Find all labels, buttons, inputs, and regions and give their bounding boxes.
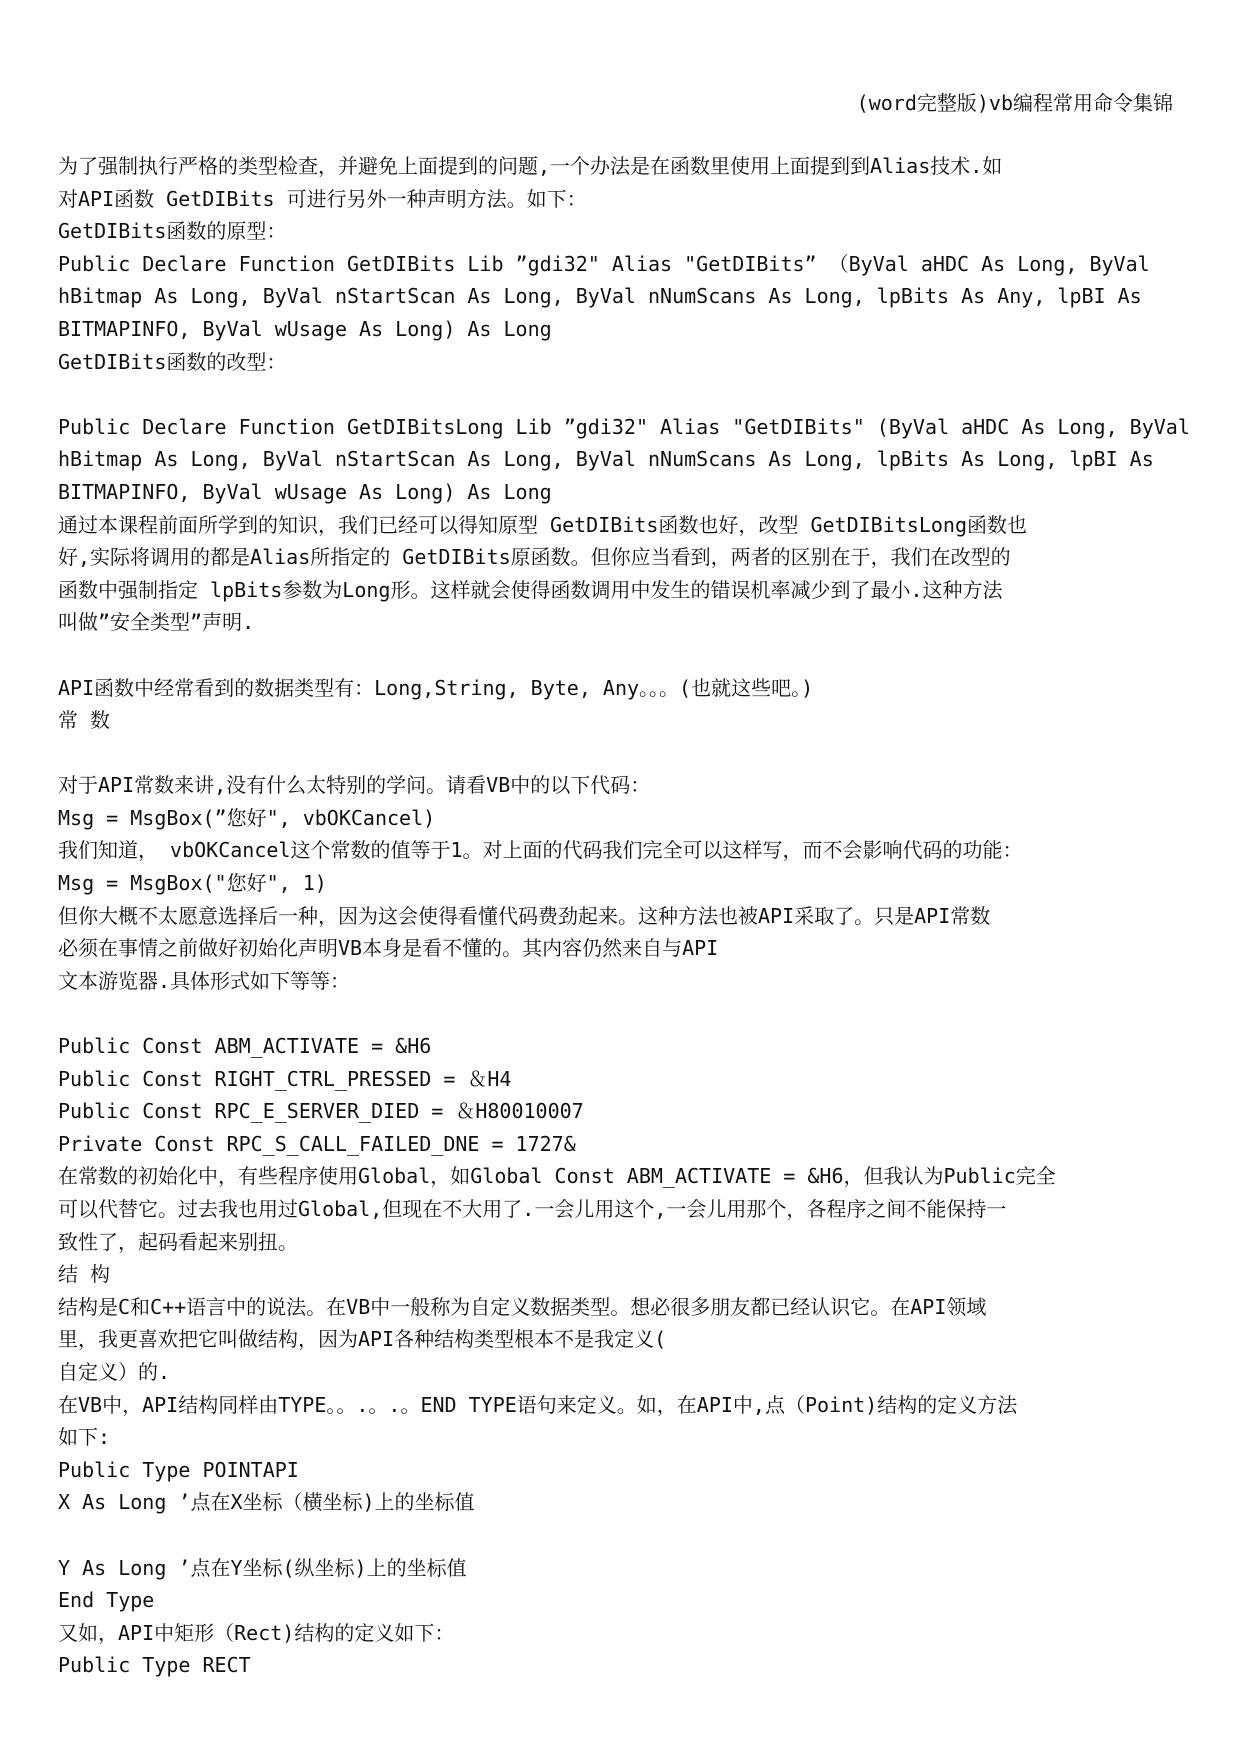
text-line: Msg = MsgBox("您好", 1) — [58, 871, 327, 896]
blank-line — [58, 997, 1188, 1030]
blank-line — [58, 639, 1188, 672]
text-line: 里，我更喜欢把它叫做结构，因为API各种结构类型根本不是我定义( — [58, 1327, 667, 1352]
text-line: 函数中强制指定 lpBits参数为Long形。这样就会使得函数调用中发生的错误机率减少到了最小.这种方法 — [58, 577, 1003, 602]
text-line: BITMAPINFO, ByVal wUsage As Long) As Long — [58, 479, 552, 504]
text-line: 结 构 — [58, 1262, 111, 1287]
text-line: hBitmap As Long, ByVal nStartScan As Long, ByVal nNumScans As Long, lpBits As Long, lpBI As — [58, 447, 1154, 472]
text-line: API函数中经常看到的数据类型有：Long,String, Byte, Any。。。(也就这些吧。) — [58, 675, 814, 700]
text-line: 对于API常数来讲,没有什么太特别的学问。请看VB中的以下代码： — [58, 773, 651, 798]
text-line: Public Type POINTAPI — [58, 1457, 299, 1482]
text-line: 对API函数 GetDIBits 可进行另外一种声明方法。如下： — [58, 186, 587, 211]
text-line: Public Const RPC_E_SERVER_DIED = ＆H80010007 — [58, 1099, 584, 1124]
text-line: End Type — [58, 1588, 155, 1613]
text-line: GetDIBits函数的原型： — [58, 219, 287, 244]
text-line: X As Long ’点在X坐标（横坐标)上的坐标值 — [58, 1490, 475, 1515]
text-line: 必须在事情之前做好初始化声明VB本身是看不懂的。其内容仍然来自与API — [58, 936, 719, 961]
text-line: 常 数 — [58, 708, 111, 733]
text-line: 致性了，起码看起来别扭。 — [58, 1229, 298, 1254]
text-line: Public Const ABM_ACTIVATE = &H6 — [58, 1034, 432, 1059]
text-line: hBitmap As Long, ByVal nStartScan As Long, ByVal nNumScans As Long, lpBits As Any, lpBI As — [58, 284, 1142, 309]
text-line: 如下: — [58, 1425, 111, 1450]
text-line: 结构是C和C++语言中的说法。在VB中一般称为自定义数据类型。想必很多朋友都已经认识它。在API领域 — [58, 1294, 987, 1319]
text-line: 我们知道， vbOKCancel这个常数的值等于1。对上面的代码我们完全可以这样写，而不会影响代码的功能： — [58, 838, 1023, 863]
text-line: 文本游览器.具体形式如下等等： — [58, 968, 351, 993]
text-line: Msg = MsgBox(”您好", vbOKCancel) — [58, 805, 436, 830]
text-line: 通过本课程前面所学到的知识，我们已经可以得知原型 GetDIBits函数也好，改型 GetDIBitsLong函数也 — [58, 512, 1027, 537]
text-line: 在常数的初始化中，有些程序使用Global，如Global Const ABM_ACTIVATE = &H6，但我认为Public完全 — [58, 1164, 1056, 1189]
text-line: 叫做”安全类型”声明. — [58, 610, 255, 635]
text-line: Y As Long ’点在Y坐标(纵坐标)上的坐标值 — [58, 1555, 467, 1580]
text-line: 自定义）的. — [58, 1359, 171, 1384]
text-line: Private Const RPC_S_CALL_FAILED_DNE = 1727& — [58, 1131, 576, 1156]
text-line: 可以代替它。过去我也用过Global,但现在不大用了.一会儿用这个,一会儿用那个，各程序之间不能保持一 — [58, 1197, 1007, 1221]
document-body — [58, 150, 1188, 1682]
text-line: 但你大概不太愿意选择后一种，因为这会使得看懂代码费劲起来。这种方法也被API采取了。只是API常数 — [58, 903, 991, 928]
text-line: Public Declare Function GetDIBits Lib ”gdi32" Alias "GetDIBits” （ByVal aHDC As Long, ByVal — [58, 251, 1150, 276]
text-line: Public Const RIGHT_CTRL_PRESSED = ＆H4 — [58, 1066, 512, 1091]
blank-line — [58, 737, 1188, 770]
blank-line — [58, 1519, 1188, 1552]
text-line: Public Type RECT — [58, 1653, 251, 1678]
text-line: 在VB中，API结构同样由TYPE。。.。.。END TYPE语句来定义。如，在API中,点（Point)结构的定义方法 — [58, 1392, 1018, 1417]
text-line: GetDIBits函数的改型： — [58, 349, 287, 374]
text-line: BITMAPINFO, ByVal wUsage As Long) As Long — [58, 316, 552, 341]
text-line: Public Declare Function GetDIBitsLong Lib ”gdi32" Alias "GetDIBits" (ByVal aHDC As Long, ByVal — [58, 414, 1190, 439]
text-line: 又如，API中矩形（Rect)结构的定义如下： — [58, 1620, 455, 1645]
text-line: 好,实际将调用的都是Alias所指定的 GetDIBits原函数。但你应当看到，两者的区别在于，我们在改型的 — [58, 545, 1011, 570]
blank-line — [58, 378, 1188, 411]
page-header-title: (word完整版)vb编程常用命令集锦 — [856, 91, 1173, 115]
text-line: 为了强制执行严格的类型检查，并避免上面提到的问题,一个办法是在函数里使用上面提到到Alias技术.如 — [58, 154, 1003, 178]
